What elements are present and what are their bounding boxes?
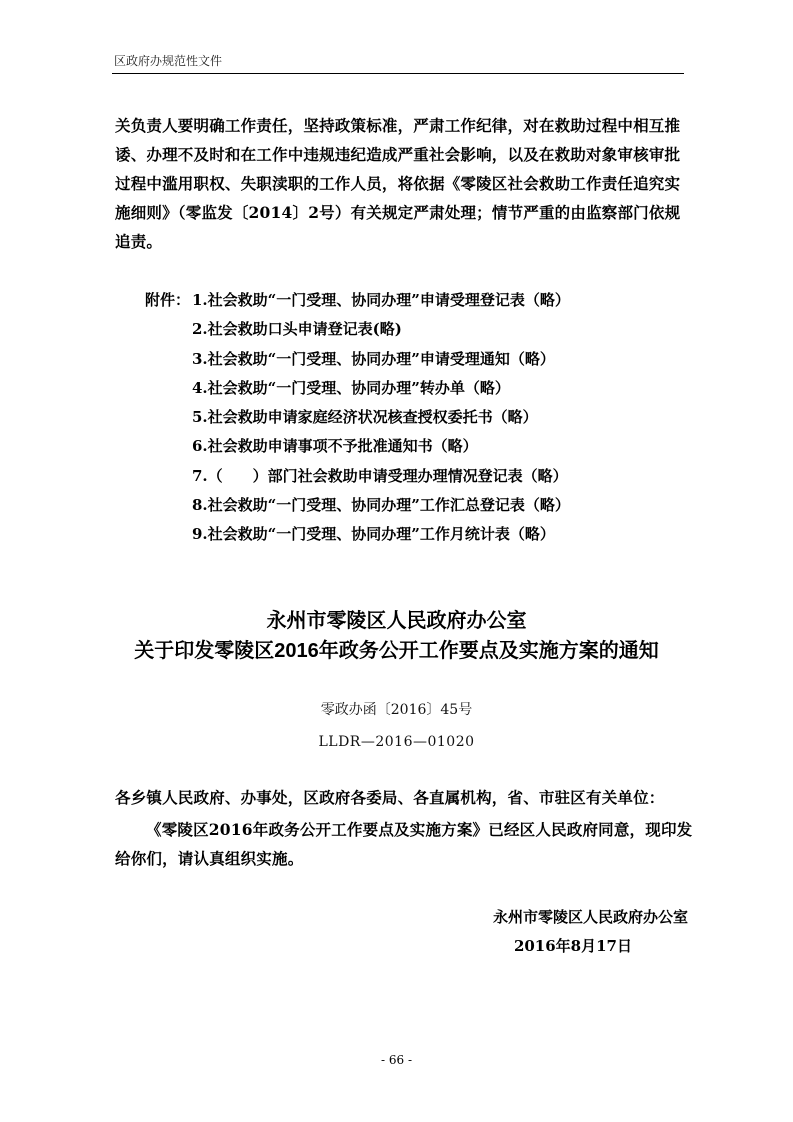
attachment-item: 3.社会救助“一门受理、协同办理”申请受理通知（略） [192, 349, 555, 368]
attachment-item: 4.社会救助“一门受理、协同办理”转办单（略） [192, 378, 510, 397]
running-header: 区政府办规范性文件 [114, 54, 223, 68]
signature-organization: 永州市零陵区人民政府办公室 [492, 908, 688, 926]
closing-paragraph: 关负责人要明确工作责任，坚持政策标准，严肃工作纪律，对在救助过程中相互推诿、办理不及时和在工作中违规违纪造成严重社会影响，以及在救助对象审核审批过程中滥用职权、失职渎职的工作人员，将依据《零陵区社会救助工作责任追究实施细则》（零监发〔2014〕2号）有关规定严肃处理；情节严重的由监察部门依规追责。 [115, 116, 681, 251]
recipients-line: 各乡镇人民政府、办事处，区政府各委局、各直属机构，省、市驻区有关单位： [115, 788, 665, 807]
notice-body: 《零陵区2016年政务公开工作要点及实施方案》已经区人民政府同意，现印发给你们，请认真组织实施。 [115, 820, 693, 868]
attachment-item: 1.社会救助“一门受理、协同办理”申请受理登记表（略） [192, 291, 570, 309]
signature-date: 2016年8月17日 [513, 937, 632, 955]
page-number: - 66 - [380, 1053, 412, 1067]
notice-title-subject: 关于印发零陵区2016年政务公开工作要点及实施方案的通知 [134, 640, 659, 662]
attachment-item: 2.社会救助口头申请登记表(略) [192, 320, 402, 339]
attachment-item: 9.社会救助“一门受理、协同办理”工作月统计表（略） [192, 525, 555, 544]
attachments-list [192, 286, 570, 550]
attachment-item: 7.（ ）部门社会救助申请受理办理情况登记表（略） [192, 466, 568, 485]
registration-number: LLDR—2016—01020 [318, 734, 475, 750]
attachment-item: 6.社会救助申请事项不予批准通知书（略） [192, 437, 478, 456]
document-number: 零政办函〔2016〕45号 [320, 702, 473, 718]
attachment-item: 5.社会救助申请家庭经济状况核查授权委托书（略） [192, 408, 538, 427]
header-divider [112, 73, 684, 74]
attachments-label: 附件： [145, 291, 191, 309]
attachment-item: 8.社会救助“一门受理、协同办理”工作汇总登记表（略） [192, 496, 570, 515]
notice-title-issuer: 永州市零陵区人民政府办公室 [266, 610, 527, 632]
